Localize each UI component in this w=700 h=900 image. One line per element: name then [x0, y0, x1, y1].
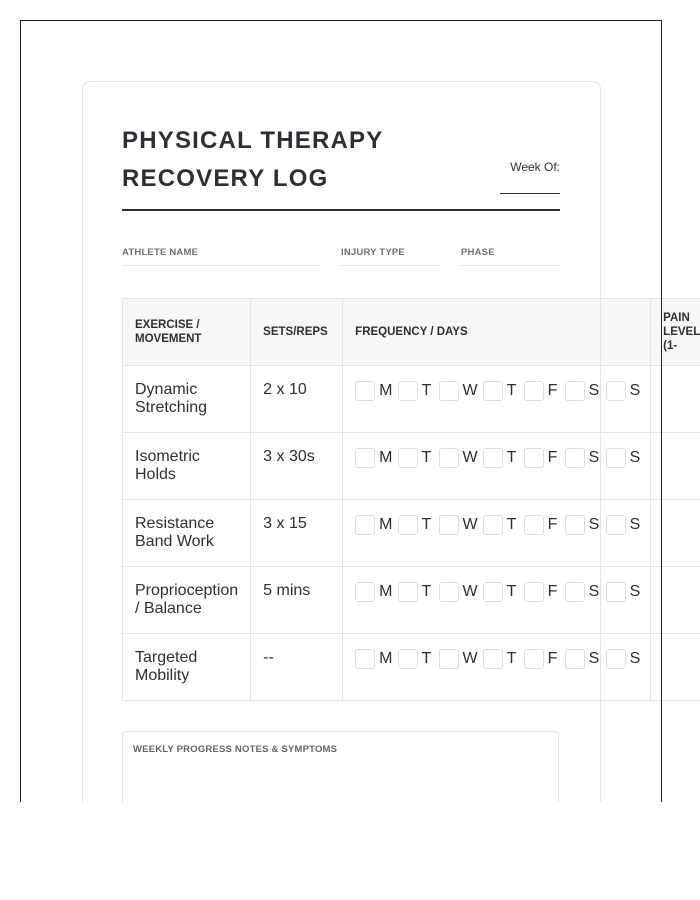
day-label: T	[421, 516, 432, 533]
day-checkbox[interactable]	[524, 448, 544, 468]
day-label: W	[462, 382, 478, 399]
day-label: M	[379, 650, 393, 667]
day-option	[606, 582, 647, 602]
injury-type-label: INJURY TYPE	[341, 247, 405, 258]
day-option	[524, 381, 565, 401]
sets-reps-value: 3 x 15	[263, 515, 307, 532]
day-option	[439, 649, 483, 669]
day-checkbox[interactable]	[565, 448, 585, 468]
day-checkbox[interactable]	[606, 649, 626, 669]
phase-field[interactable]	[461, 247, 560, 266]
day-checkbox[interactable]	[565, 381, 585, 401]
pain-level-cell[interactable]	[651, 433, 700, 500]
sets-reps-value: 2 x 10	[263, 381, 307, 398]
day-option	[355, 582, 397, 602]
col-header-frequency: FREQUENCY / DAYS	[343, 299, 651, 366]
day-option	[524, 649, 565, 669]
day-option	[398, 515, 439, 535]
day-option	[565, 381, 606, 401]
table-header-row	[123, 299, 700, 366]
day-checkbox[interactable]	[355, 515, 375, 535]
day-label: S	[629, 382, 641, 399]
day-checkbox-group	[343, 634, 650, 669]
day-label: W	[462, 650, 478, 667]
day-label: S	[588, 449, 600, 466]
day-option	[524, 582, 565, 602]
day-checkbox[interactable]	[398, 448, 418, 468]
pain-level-value	[651, 567, 700, 582]
day-checkbox[interactable]	[606, 582, 626, 602]
day-label: S	[629, 449, 641, 466]
day-option	[483, 448, 524, 468]
day-checkbox[interactable]	[483, 649, 503, 669]
day-option	[606, 448, 647, 468]
day-label: S	[588, 382, 600, 399]
day-option	[355, 515, 397, 535]
pain-level-cell[interactable]	[651, 567, 700, 634]
sets-reps-value: 3 x 30s	[263, 448, 315, 465]
day-checkbox[interactable]	[439, 649, 459, 669]
day-option	[439, 582, 483, 602]
day-checkbox-group	[343, 366, 650, 401]
day-checkbox[interactable]	[398, 515, 418, 535]
sets-cell[interactable]	[251, 567, 343, 634]
sets-reps-value: --	[263, 649, 274, 666]
exercise-table	[122, 298, 700, 701]
table-row	[123, 500, 700, 567]
title-line-1: PHYSICAL THERAPY	[122, 127, 384, 154]
day-checkbox[interactable]	[439, 381, 459, 401]
day-label: S	[588, 516, 600, 533]
frequency-cell	[343, 500, 651, 567]
day-option	[398, 649, 439, 669]
day-label: F	[547, 449, 558, 466]
table-row	[123, 433, 700, 500]
day-option	[524, 448, 565, 468]
day-label: T	[506, 583, 517, 600]
day-option	[606, 381, 647, 401]
athlete-name-field[interactable]	[122, 247, 321, 266]
day-option	[355, 381, 397, 401]
day-label: F	[547, 382, 558, 399]
sets-reps-value: 5 mins	[263, 582, 311, 599]
day-label: W	[462, 516, 478, 533]
pain-level-value	[651, 366, 700, 381]
day-option	[606, 649, 647, 669]
day-option	[524, 515, 565, 535]
day-option	[606, 515, 647, 535]
pain-level-value	[651, 433, 700, 448]
exercise-cell	[123, 366, 251, 433]
notes-label: WEEKLY PROGRESS NOTES & SYMPTOMS	[133, 744, 338, 755]
day-label: S	[629, 650, 641, 667]
day-checkbox[interactable]	[355, 448, 375, 468]
day-option	[565, 448, 606, 468]
day-option	[565, 649, 606, 669]
day-checkbox[interactable]	[439, 515, 459, 535]
col-header-sets: SETS/REPS	[251, 299, 343, 366]
day-checkbox[interactable]	[483, 582, 503, 602]
day-checkbox[interactable]	[483, 515, 503, 535]
day-checkbox[interactable]	[524, 649, 544, 669]
frequency-cell	[343, 567, 651, 634]
day-label: M	[379, 382, 393, 399]
day-checkbox[interactable]	[483, 381, 503, 401]
day-checkbox-group	[343, 433, 650, 468]
exercise-cell	[123, 567, 251, 634]
col-header-exercise: EXERCISE / MOVEMENT	[123, 299, 251, 366]
day-label: M	[379, 516, 393, 533]
exercise-name: Targeted Mobility	[135, 649, 198, 684]
week-of-label: Week Of:	[510, 160, 560, 174]
day-option	[483, 582, 524, 602]
day-checkbox-group	[343, 567, 650, 602]
sets-cell[interactable]	[251, 366, 343, 433]
day-option	[565, 515, 606, 535]
day-label: T	[506, 516, 517, 533]
exercise-name: Proprioception / Balance	[135, 582, 239, 617]
day-label: W	[462, 583, 478, 600]
day-checkbox[interactable]	[565, 649, 585, 669]
phase-label: PHASE	[461, 247, 495, 258]
week-of-input[interactable]	[500, 193, 560, 194]
day-label: S	[629, 583, 641, 600]
sets-cell[interactable]	[251, 433, 343, 500]
day-label: T	[506, 382, 517, 399]
day-checkbox[interactable]	[565, 515, 585, 535]
day-label: T	[421, 650, 432, 667]
day-label: T	[421, 382, 432, 399]
frequency-cell	[343, 634, 651, 701]
table-row	[123, 366, 700, 433]
frequency-cell	[343, 366, 651, 433]
pain-level-value	[651, 634, 700, 649]
day-label: S	[629, 516, 641, 533]
day-label: M	[379, 449, 393, 466]
sets-cell[interactable]	[251, 500, 343, 567]
day-checkbox[interactable]	[524, 381, 544, 401]
day-option	[398, 448, 439, 468]
day-option	[398, 582, 439, 602]
exercise-name: Isometric Holds	[135, 448, 200, 483]
day-checkbox[interactable]	[398, 582, 418, 602]
day-label: T	[421, 583, 432, 600]
header-divider	[122, 209, 560, 211]
day-checkbox[interactable]	[355, 582, 375, 602]
day-checkbox[interactable]	[355, 381, 375, 401]
day-checkbox[interactable]	[565, 582, 585, 602]
day-checkbox[interactable]	[524, 515, 544, 535]
table-row	[123, 567, 700, 634]
day-label: S	[588, 650, 600, 667]
pain-level-cell[interactable]	[651, 634, 700, 701]
day-checkbox-group	[343, 500, 650, 535]
day-option	[439, 515, 483, 535]
exercise-cell	[123, 500, 251, 567]
exercise-name: Dynamic Stretching	[135, 381, 208, 416]
day-label: T	[506, 650, 517, 667]
sets-cell[interactable]	[251, 634, 343, 701]
pain-level-cell[interactable]	[651, 366, 700, 433]
day-label: F	[547, 583, 558, 600]
day-option	[355, 448, 397, 468]
day-label: T	[421, 449, 432, 466]
exercise-cell	[123, 634, 251, 701]
day-label: T	[506, 449, 517, 466]
day-option	[483, 381, 524, 401]
day-label: F	[547, 650, 558, 667]
pain-level-value	[651, 500, 700, 515]
athlete-name-label: ATHLETE NAME	[122, 247, 199, 258]
day-option	[355, 649, 397, 669]
day-checkbox[interactable]	[398, 381, 418, 401]
frequency-cell	[343, 433, 651, 500]
day-option	[483, 649, 524, 669]
day-option	[398, 381, 439, 401]
day-checkbox[interactable]	[606, 448, 626, 468]
notes-textarea[interactable]	[122, 731, 559, 802]
day-label: S	[588, 583, 600, 600]
day-checkbox[interactable]	[355, 649, 375, 669]
day-checkbox[interactable]	[398, 649, 418, 669]
day-checkbox[interactable]	[606, 515, 626, 535]
day-label: W	[462, 449, 478, 466]
pain-level-cell[interactable]	[651, 500, 700, 567]
page-title	[122, 122, 383, 198]
title-line-2: RECOVERY LOG	[122, 165, 329, 192]
day-checkbox[interactable]	[483, 448, 503, 468]
table-row	[123, 634, 700, 701]
col-header-pain: PAIN LEVEL (1-	[651, 299, 700, 366]
day-option	[483, 515, 524, 535]
day-checkbox[interactable]	[606, 381, 626, 401]
exercise-name: Resistance Band Work	[135, 515, 215, 550]
day-label: M	[379, 583, 393, 600]
day-option	[565, 582, 606, 602]
day-label: F	[547, 516, 558, 533]
exercise-cell	[123, 433, 251, 500]
day-checkbox[interactable]	[524, 582, 544, 602]
injury-type-field[interactable]	[341, 247, 441, 266]
day-option	[439, 381, 483, 401]
day-option	[439, 448, 483, 468]
day-checkbox[interactable]	[439, 448, 459, 468]
day-checkbox[interactable]	[439, 582, 459, 602]
